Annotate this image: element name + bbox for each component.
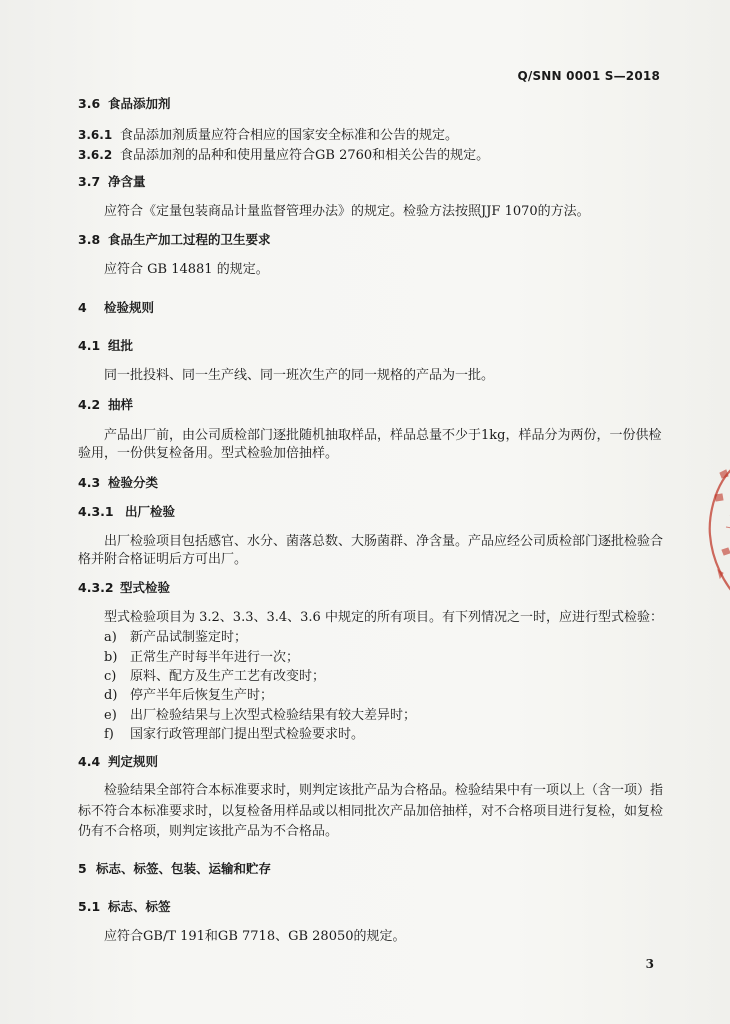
- heading-4-1: 4.1 组批: [78, 338, 134, 353]
- paragraph-3-7: 应符合《定量包装商品计量监督管理办法》的规定。检验方法按照JJF 1070的方法。: [104, 204, 590, 219]
- paragraph-4-4-line-3: 仍有不合格项，则判定该批产品为不合格品。: [78, 824, 339, 839]
- heading-4-3-1: 4.3.1 出厂检验: [78, 504, 176, 519]
- heading-4-3: 4.3 检验分类: [78, 475, 159, 490]
- heading-5-1: 5.1 标志、标签: [78, 899, 171, 914]
- paragraph-4-2-line-1: 产品出厂前，由公司质检部门逐批随机抽取样品，样品总量不少于1kg，样品分为两份，一份供检: [104, 428, 662, 443]
- heading-5: 5 标志、标签、包装、运输和贮存: [78, 861, 272, 876]
- list-item: b) 正常生产时每半年进行一次；: [104, 650, 300, 665]
- list-item: f) 国家行政管理部门提出型式检验要求时。: [104, 727, 365, 742]
- paragraph-4-3-2-intro: 型式检验项目为 3.2、3.3、3.4、3.6 中规定的所有项目。有下列情况之一时，应进行型式检验：: [104, 610, 663, 625]
- paragraph-4-4-line-2: 标不符合本标准要求时，以复检备用样品或以相同批次产品加倍抽样，对不合格项目进行复检，如复检: [78, 804, 664, 819]
- heading-3-7: 3.7 净含量: [78, 174, 146, 189]
- paragraph-4-1: 同一批投料、同一生产线、同一班次生产的同一规格的产品为一批。: [104, 368, 495, 383]
- clause-3-6-1: 3.6.1 食品添加剂质量应符合相应的国家安全标准和公告的规定。: [78, 128, 459, 143]
- heading-4-4: 4.4 判定规则: [78, 754, 159, 769]
- heading-4-3-2: 4.3.2 型式检验: [78, 580, 171, 595]
- paragraph-4-3-1-line-1: 出厂检验项目包括感官、水分、菌落总数、大肠菌群、净含量。产品应经公司质检部门逐批检验合: [104, 534, 664, 549]
- heading-4-2: 4.2 抽样: [78, 397, 134, 412]
- paragraph-4-4-line-1: 检验结果全部符合本标准要求时，则判定该批产品为合格品。检验结果中有一项以上（含一项）指: [104, 783, 664, 798]
- red-seal-stamp: [700, 455, 730, 605]
- heading-3-8: 3.8 食品生产加工过程的卫生要求: [78, 232, 271, 247]
- heading-3-6: 3.6 食品添加剂: [78, 96, 171, 111]
- list-item: c) 原料、配方及生产工艺有改变时；: [104, 669, 326, 684]
- standard-code: Q/SNN 0001 S—2018: [517, 69, 660, 83]
- list-item: d) 停产半年后恢复生产时；: [104, 688, 274, 703]
- list-item: e) 出厂检验结果与上次型式检验结果有较大差异时；: [104, 708, 417, 723]
- page-number: 3: [645, 957, 654, 971]
- heading-4: 4 检验规则: [78, 300, 155, 315]
- paragraph-4-3-1-line-2: 格并附合格证明后方可出厂。: [78, 552, 248, 567]
- list-item: a) 新产品试制鉴定时；: [104, 630, 248, 645]
- paragraph-5-1: 应符合GB/T 191和GB 7718、GB 28050的规定。: [104, 929, 406, 944]
- paragraph-3-8: 应符合 GB 14881 的规定。: [104, 262, 269, 277]
- clause-3-6-2: 3.6.2 食品添加剂的品种和使用量应符合GB 2760和相关公告的规定。: [78, 148, 490, 163]
- paragraph-4-2-line-2: 验用，一份供复检备用。型式检验加倍抽样。: [78, 446, 339, 461]
